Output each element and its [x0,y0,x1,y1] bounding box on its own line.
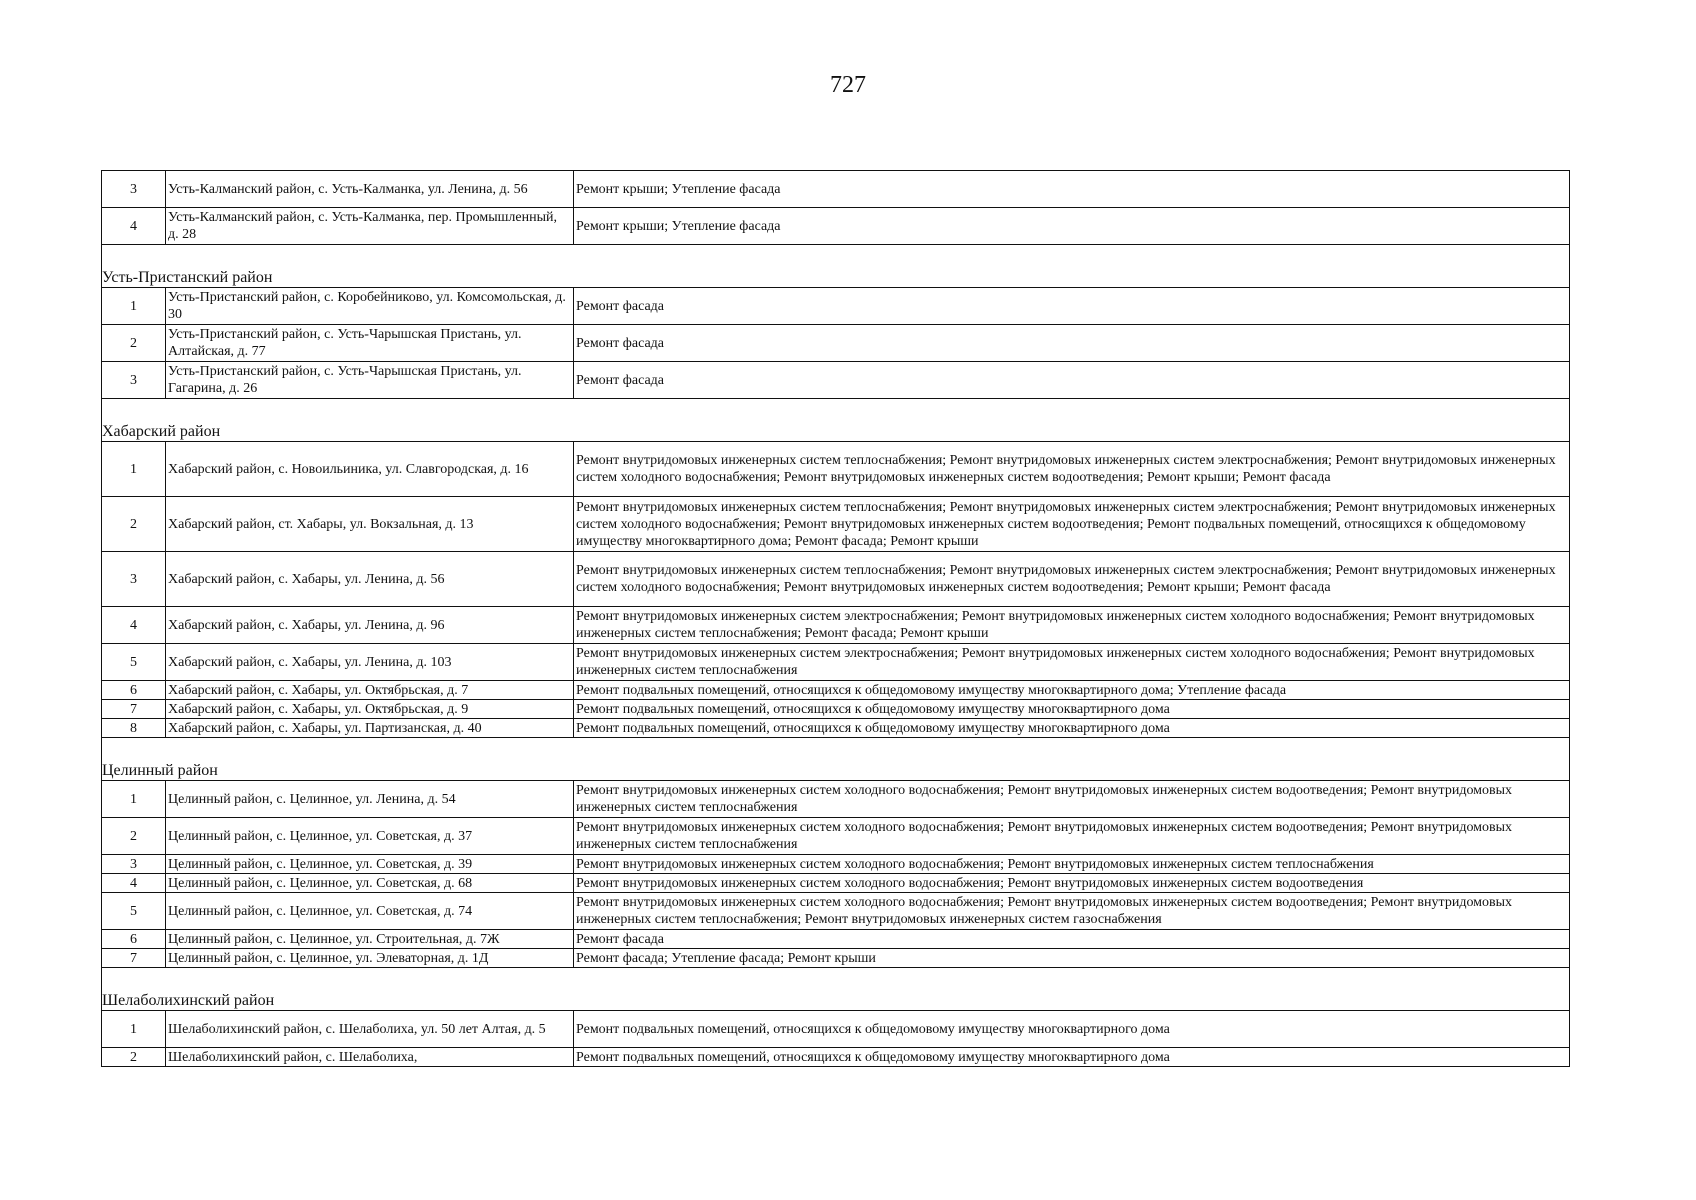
work-types-cell: Ремонт фасада [574,325,1570,362]
address-cell: Целинный район, с. Целинное, ул. Строительная, д. 7Ж [166,930,574,949]
table-row [102,171,1570,208]
work-types-cell: Ремонт внутридомовых инженерных систем холодного водоснабжения; Ремонт внутридомовых инженерных систем водоотведения; Ремонт внутридомовых инженерных систем теплоснабжения [574,781,1570,818]
district-title: Усть-Пристанский район [102,269,273,286]
address-cell: Хабарский район, ст. Хабары, ул. Вокзальная, д. 13 [166,497,574,552]
address-cell: Целинный район, с. Целинное, ул. Советская, д. 68 [166,874,574,893]
district-title: Хабарский район [102,423,221,440]
work-types-cell: Ремонт фасада; Утепление фасада; Ремонт крыши [574,949,1570,968]
address-cell: Шелаболихинский район, с. Шелаболиха, [166,1048,574,1067]
table-row [102,607,1570,644]
address-cell: Хабарский район, с. Хабары, ул. Ленина, д. 96 [166,607,574,644]
work-types-cell: Ремонт подвальных помещений, относящихся к общедомовому имуществу многоквартирного дома [574,1011,1570,1048]
district-header-row [102,968,1570,1011]
address-cell: Целинный район, с. Целинное, ул. Ленина, д. 54 [166,781,574,818]
table-row [102,874,1570,893]
row-number: 2 [102,1048,166,1067]
work-types-cell: Ремонт внутридомовых инженерных систем теплоснабжения; Ремонт внутридомовых инженерных систем электроснабжения; Ремонт внутридомовых инженерных систем холодного водоснабжения; Ремонт внутридомовых инженерных систем водоотведения; Ремонт крыши; Ремонт фасада [574,552,1570,607]
table-row [102,930,1570,949]
row-number: 3 [102,552,166,607]
row-number: 7 [102,700,166,719]
work-types-cell: Ремонт крыши; Утепление фасада [574,208,1570,245]
address-cell: Хабарский район, с. Хабары, ул. Октябрьская, д. 9 [166,700,574,719]
row-number: 4 [102,208,166,245]
work-types-cell: Ремонт подвальных помещений, относящихся к общедомовому имуществу многоквартирного дома [574,700,1570,719]
table-row [102,681,1570,700]
address-cell: Усть-Калманский район, с. Усть-Калманка, ул. Ленина, д. 56 [166,171,574,208]
address-cell: Целинный район, с. Целинное, ул. Элеваторная, д. 1Д [166,949,574,968]
district-title: Целинный район [102,762,218,779]
table-row [102,325,1570,362]
work-types-cell: Ремонт фасада [574,930,1570,949]
work-types-cell: Ремонт подвальных помещений, относящихся к общедомовому имуществу многоквартирного дома [574,1048,1570,1067]
table-row [102,781,1570,818]
row-number: 3 [102,362,166,399]
address-cell: Усть-Пристанский район, с. Коробейниково, ул. Комсомольская, д. 30 [166,288,574,325]
table-row [102,552,1570,607]
address-cell: Целинный район, с. Целинное, ул. Советская, д. 74 [166,893,574,930]
district-header-row [102,245,1570,288]
address-cell: Усть-Пристанский район, с. Усть-Чарышская Пристань, ул. Гагарина, д. 26 [166,362,574,399]
district-title: Шелаболихинский район [102,992,275,1009]
row-number: 8 [102,719,166,738]
table-row [102,288,1570,325]
table-row [102,893,1570,930]
work-types-cell: Ремонт фасада [574,362,1570,399]
work-types-cell: Ремонт внутридомовых инженерных систем теплоснабжения; Ремонт внутридомовых инженерных систем электроснабжения; Ремонт внутридомовых инженерных систем холодного водоснабжения; Ремонт внутридомовых инженерных систем водоотведения; Ремонт подвальных помещений, относящихся к общедомовому имуществу многоквартирного дома; Ремонт фасада; Ремонт крыши [574,497,1570,552]
address-cell: Шелаболихинский район, с. Шелаболиха, ул. 50 лет Алтая, д. 5 [166,1011,574,1048]
district-header-row [102,399,1570,442]
row-number: 5 [102,893,166,930]
work-types-cell: Ремонт внутридомовых инженерных систем холодного водоснабжения; Ремонт внутридомовых инженерных систем водоотведения; Ремонт внутридомовых инженерных систем теплоснабжения [574,818,1570,855]
work-types-cell: Ремонт подвальных помещений, относящихся к общедомовому имуществу многоквартирного дома; Утепление фасада [574,681,1570,700]
row-number: 2 [102,818,166,855]
address-cell: Усть-Пристанский район, с. Усть-Чарышская Пристань, ул. Алтайская, д. 77 [166,325,574,362]
address-cell: Хабарский район, с. Новоильиника, ул. Славгородская, д. 16 [166,442,574,497]
row-number: 6 [102,681,166,700]
table-row [102,719,1570,738]
address-cell: Хабарский район, с. Хабары, ул. Партизанская, д. 40 [166,719,574,738]
address-cell: Целинный район, с. Целинное, ул. Советская, д. 39 [166,855,574,874]
registry-table [101,170,1570,1067]
work-types-cell: Ремонт крыши; Утепление фасада [574,171,1570,208]
work-types-cell: Ремонт внутридомовых инженерных систем холодного водоснабжения; Ремонт внутридомовых инженерных систем водоотведения; Ремонт внутридомовых инженерных систем теплоснабжения; Ремонт внутридомовых инженерных систем газоснабжения [574,893,1570,930]
work-types-cell: Ремонт подвальных помещений, относящихся к общедомовому имуществу многоквартирного дома [574,719,1570,738]
table-row [102,644,1570,681]
table-row [102,855,1570,874]
row-number: 5 [102,644,166,681]
work-types-cell: Ремонт внутридомовых инженерных систем электроснабжения; Ремонт внутридомовых инженерных систем холодного водоснабжения; Ремонт внутридомовых инженерных систем теплоснабжения; Ремонт фасада; Ремонт крыши [574,607,1570,644]
row-number: 1 [102,442,166,497]
row-number: 2 [102,497,166,552]
row-number: 3 [102,855,166,874]
work-types-cell: Ремонт внутридомовых инженерных систем электроснабжения; Ремонт внутридомовых инженерных систем холодного водоснабжения; Ремонт внутридомовых инженерных систем теплоснабжения [574,644,1570,681]
row-number: 4 [102,607,166,644]
row-number: 1 [102,1011,166,1048]
table-row [102,818,1570,855]
table-row [102,700,1570,719]
page-number: 727 [830,72,866,98]
address-cell: Хабарский район, с. Хабары, ул. Ленина, д. 56 [166,552,574,607]
address-cell: Хабарский район, с. Хабары, ул. Октябрьская, д. 7 [166,681,574,700]
row-number: 3 [102,171,166,208]
row-number: 6 [102,930,166,949]
table-row [102,442,1570,497]
work-types-cell: Ремонт внутридомовых инженерных систем холодного водоснабжения; Ремонт внутридомовых инженерных систем водоотведения [574,874,1570,893]
work-types-cell: Ремонт фасада [574,288,1570,325]
address-cell: Целинный район, с. Целинное, ул. Советская, д. 37 [166,818,574,855]
work-types-cell: Ремонт внутридомовых инженерных систем холодного водоснабжения; Ремонт внутридомовых инженерных систем теплоснабжения [574,855,1570,874]
row-number: 4 [102,874,166,893]
work-types-cell: Ремонт внутридомовых инженерных систем теплоснабжения; Ремонт внутридомовых инженерных систем электроснабжения; Ремонт внутридомовых инженерных систем холодного водоснабжения; Ремонт внутридомовых инженерных систем водоотведения; Ремонт крыши; Ремонт фасада [574,442,1570,497]
table-row [102,949,1570,968]
row-number: 1 [102,781,166,818]
address-cell: Хабарский район, с. Хабары, ул. Ленина, д. 103 [166,644,574,681]
row-number: 7 [102,949,166,968]
table-row [102,497,1570,552]
district-header-row [102,738,1570,781]
table-row [102,1011,1570,1048]
table-row [102,208,1570,245]
row-number: 2 [102,325,166,362]
address-cell: Усть-Калманский район, с. Усть-Калманка, пер. Промышленный, д. 28 [166,208,574,245]
table-row [102,1048,1570,1067]
row-number: 1 [102,288,166,325]
table-row [102,362,1570,399]
